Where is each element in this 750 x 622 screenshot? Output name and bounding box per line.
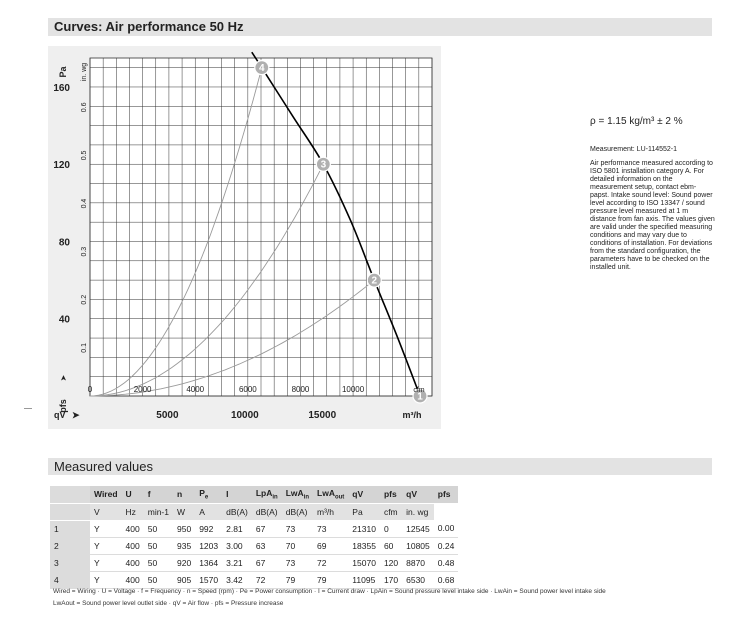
air-density-value: ρ = 1.15 kg/m³ ± 2 %: [590, 116, 683, 127]
table-cell: 18355: [348, 537, 380, 554]
table-cell: 73: [313, 520, 348, 537]
table-cell: 70: [282, 537, 313, 554]
table-cell: 905: [173, 571, 195, 588]
table-cell: 3.00: [222, 537, 252, 554]
table-cell: 920: [173, 554, 195, 571]
chart-svg: [48, 46, 441, 429]
y-tick-inwg: 0.6: [81, 102, 88, 113]
table-cell: 400: [122, 554, 144, 571]
table-cell: [50, 503, 90, 520]
table-cell: 73: [282, 554, 313, 571]
table-cell: 79: [313, 571, 348, 588]
table-cell: 50: [144, 554, 173, 571]
table-cell: n: [173, 486, 195, 503]
table-cell: 50: [144, 571, 173, 588]
measured-values-table: [50, 486, 458, 589]
air-performance-chart: [48, 46, 441, 429]
table-cell: 50: [144, 520, 173, 537]
table-cell: 8870: [402, 554, 434, 571]
x-tick-m3h: 15000: [308, 410, 337, 421]
table-cell: 60: [380, 537, 402, 554]
y-tick-inwg: 0.2: [81, 294, 88, 305]
table-cell: 0: [380, 520, 402, 537]
x-tick-m3h: 5000: [156, 410, 179, 421]
table-cell: Y: [90, 520, 122, 537]
table-cell: 4: [50, 571, 90, 588]
table-cell: 1364: [195, 554, 222, 571]
table-cell: 67: [252, 520, 282, 537]
table-cell: 72: [313, 554, 348, 571]
y-tick-pa: 80: [58, 237, 70, 249]
curves-section-title: Curves: Air performance 50 Hz: [48, 18, 712, 36]
table-cell: A: [195, 503, 222, 520]
table-cell: 79: [282, 571, 313, 588]
table-row: [50, 571, 458, 588]
table-cell: $P_e$: [195, 486, 222, 503]
table-cell: [50, 486, 90, 503]
y-tick-pa: 40: [58, 314, 70, 326]
operating-point-label: 1: [417, 391, 423, 403]
table-cell: I: [222, 486, 252, 503]
table-cell: 3.21: [222, 554, 252, 571]
x-tick-cfm: 6000: [238, 385, 257, 394]
table-cell: 11095: [348, 571, 380, 588]
table-cell: 170: [380, 571, 402, 588]
table-cell: 2: [50, 537, 90, 554]
table-cell: dB(A): [282, 503, 313, 520]
table-row: [50, 554, 458, 571]
table-cell: 69: [313, 537, 348, 554]
y-tick-pa: 160: [53, 82, 70, 94]
x-unit-m3h: m³/h: [402, 410, 422, 420]
divider-dash: [24, 408, 32, 409]
table-cell: W: [173, 503, 195, 520]
table-cell: pfs: [380, 486, 402, 503]
legend-line-1: Wired = Wiring · U = Voltage · f = Frequency · n = Speed (rpm) · Pe = Power consumption · I = Current draw · LpAin = Sound pressure level intake side · LwAin = Sound power level intake side: [53, 588, 606, 595]
x-unit-cfm: cfm: [413, 387, 425, 394]
pfs-axis-label: pfs: [58, 399, 68, 413]
y-tick-inwg: 0.1: [81, 343, 88, 353]
table-cell: 935: [173, 537, 195, 554]
table-cell: 63: [252, 537, 282, 554]
table-cell: Pa: [348, 503, 380, 520]
qv-axis-label: qV: [54, 410, 66, 420]
table-cell: f: [144, 486, 173, 503]
operating-point-label: 2: [371, 275, 378, 287]
table-cell: 6530: [402, 571, 434, 588]
x-tick-cfm: 10000: [341, 385, 365, 394]
x-tick-cfm: 4000: [186, 385, 205, 394]
table-cell: Y: [90, 571, 122, 588]
table-cell: U: [122, 486, 144, 503]
table-cell: 21310: [348, 520, 380, 537]
table-cell: 2.81: [222, 520, 252, 537]
table-cell: Y: [90, 537, 122, 554]
y-unit-inwg: in. wg: [81, 62, 88, 82]
table-cell: 72: [252, 571, 282, 588]
qv-arrow: ➤: [72, 410, 80, 420]
table-cell: 1570: [195, 571, 222, 588]
table-cell: 50: [144, 537, 173, 554]
table-cell: 3.42: [222, 571, 252, 588]
table-cell: 0.48: [434, 554, 459, 571]
table-cell: 12545: [402, 520, 434, 537]
y-tick-inwg: 0.3: [81, 246, 88, 257]
table-cell: in. wg: [402, 503, 434, 520]
table-cell: 73: [282, 520, 313, 537]
table-cell: 3: [50, 554, 90, 571]
table-cell: qV: [348, 486, 380, 503]
operating-point-label: 4: [259, 63, 265, 75]
table-cell: dB(A): [222, 503, 252, 520]
table-cell: 1: [50, 520, 90, 537]
table-cell: 120: [380, 554, 402, 571]
table-cell: Wired: [90, 486, 122, 503]
measurement-id: Measurement: LU-114552-1: [590, 146, 678, 153]
table-cell: 950: [173, 520, 195, 537]
x-tick-cfm: 8000: [291, 385, 310, 394]
table-cell: 15070: [348, 554, 380, 571]
pfs-arrow: ➤: [59, 374, 68, 382]
table-cell: Hz: [122, 503, 144, 520]
table-cell: 67: [252, 554, 282, 571]
table-cell: 400: [122, 537, 144, 554]
x-tick-cfm: 2000: [133, 385, 152, 394]
table-cell: LpA$_{in}$: [252, 486, 282, 503]
measurement-note: Air performance measured according to ISO 5801 installation category A. For detailed information on the measurement setup, contact ebm-papst. Intake sound level: Sound power level according to ISO 13347 / sound pressure level measured at 1 m distance from fan axis. The values given are valid under the specified measuring conditions and may vary due to conditions of installation. For deviations from the standard configuration, the parameters have to be checked on the installed unit.: [590, 160, 715, 271]
table-cell: V: [90, 503, 122, 520]
table-units-row: [50, 503, 458, 520]
table-cell: m³/h: [313, 503, 348, 520]
table-cell: pfs: [434, 486, 459, 503]
table-row: [50, 520, 458, 537]
table-cell: 400: [122, 520, 144, 537]
operating-point-label: 3: [320, 159, 327, 171]
y-tick-inwg: 0.4: [81, 198, 88, 209]
table-cell: min-1: [144, 503, 173, 520]
y-unit-pa: Pa: [58, 66, 68, 78]
x-tick-m3h: 10000: [230, 410, 259, 421]
y-tick-pa: 120: [53, 160, 70, 172]
y-tick-inwg: 0.5: [81, 150, 88, 161]
table-cell: Y: [90, 554, 122, 571]
table-row: [50, 537, 458, 554]
table-cell: 10805: [402, 537, 434, 554]
table-cell: 0.24: [434, 537, 459, 554]
table-cell: qV: [402, 486, 434, 503]
table-cell: 1203: [195, 537, 222, 554]
measured-values-title: Measured values: [48, 458, 712, 475]
legend-line-2: LwAout = Sound power level outlet side · qV = Air flow · pfs = Pressure increase: [53, 600, 284, 607]
table-cell: dB(A): [252, 503, 282, 520]
table-cell: 992: [195, 520, 222, 537]
table-cell: 400: [122, 571, 144, 588]
table-cell: 0.00: [434, 520, 459, 537]
table-cell: cfm: [380, 503, 402, 520]
table-cell: LwA$_{in}$: [282, 486, 313, 503]
table-cell: LwA$_{out}$: [313, 486, 348, 503]
x-tick-cfm: 0: [87, 385, 93, 394]
table-hdr-row: [50, 486, 458, 503]
table-cell: 0.68: [434, 571, 459, 588]
